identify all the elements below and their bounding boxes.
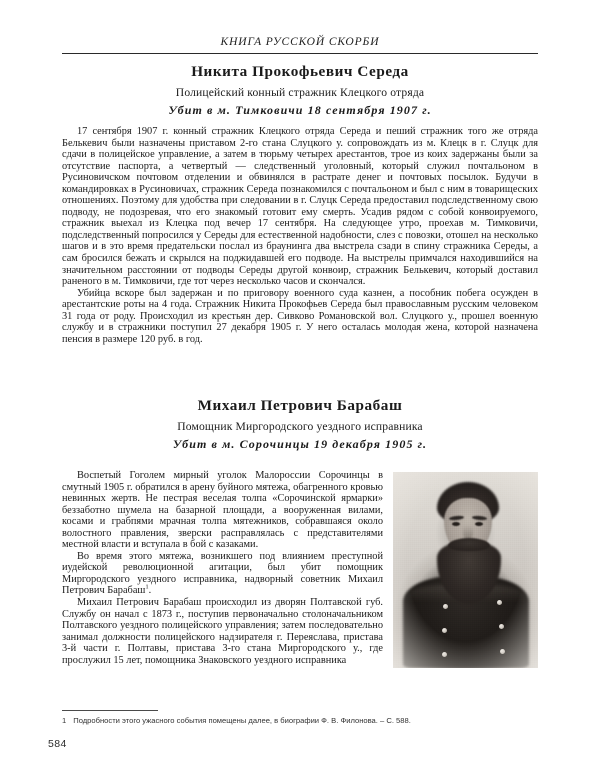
footnote — [62, 716, 538, 726]
article-killed-barabash: Убит в м. Сорочинцы 19 декабря 1905 г. — [172, 437, 428, 452]
paragraph: Воспетый Гоголем мирный уголок Малороссии Сорочинцы в смутный 1905 г. обратился в арену буйного мятежа, обагренного кровью невинных жертв. Не пестрая веселая толпа «Сорочинской ярмарки» беззаботно шумела на базарной площади, а вооруженная вилами, косами и грабпями мрачная толпа мятежников, собравшаяся около волостного правления, зверски расправлялась с представителями местной власти и вступала в бой с казаками. — [62, 470, 383, 551]
portrait-photo-frame — [393, 472, 538, 668]
paragraph: Михаил Петрович Барабаш происходил из дворян Полтавской губ. Службу он начал с 1873 г., поступив первоначально столоначальником Полтавского уездного полицейского управления; затем последовательно занимал должности полицейского надзирателя г. Переяслава, пристава 3-й части г. Полтавы, пристава 3-го стана Миргородского у., где прослужил 15 лет, помощника Знаковского уездного исправника — [62, 597, 383, 666]
footnote-reference[interactable]: 1 — [145, 584, 149, 592]
page-number: 584 — [48, 738, 67, 750]
paragraph: Убийца вскоре был задержан и по приговору военного суда казнен, а пособник побега осужден в арестантские роты на 4 года. Стражник Никита Прокофьев Середа был православным русским человеком 31 года от роду. Происходил из крестьян дер. Сивково Романовской вол. Слуцкого у., прошел военную службу и в стражники поступил 27 декабря 1905 г. У него осталась молодая жена, которой назначена пенсия в размере 120 руб. в год. — [62, 287, 538, 345]
footnote-number: 1 — [62, 716, 67, 725]
article-heading-barabash — [62, 396, 538, 452]
article-title-seryeda: Никита Прокофьевич Середа — [191, 63, 409, 80]
running-head-rule — [62, 53, 538, 54]
article-title-barabash: Михаил Петрович Барабаш — [197, 397, 403, 414]
article-body-barabash — [62, 470, 538, 671]
article-rank-seryeda: Полицейский конный стражник Клецкого отряда — [175, 86, 425, 99]
article-heading-seryeda — [62, 62, 538, 118]
running-head-area — [62, 36, 538, 54]
footnote-area — [62, 710, 538, 726]
portrait-photo-barabash — [393, 472, 538, 668]
article-rank-barabash: Помощник Миргородского уездного исправника — [177, 420, 423, 433]
footnote-text: Подробности этого ужасного события помещены далее, в биографии Ф. В. Филонова. – С. 588. — [73, 716, 411, 725]
paragraph: 17 сентября 1907 г. конный стражник Клецкого отряда Середа и пеший стражник того же отряда Белькевич были назначены приставом 2-го стана Слуцкого у. сопровождать из м. Клецк в г. Слуцк для сдачи в полицейское управление, а затем в тюрьму четырех арестантов, трое из коих задержаны были за отсутствие паспорта, а четвертый — следственный уголовный, который служил почтальоном в Русиновичском почтовом отделении и обвинялся в растрате денег и почтовых посылок. Будучи в командировках в Русиновичах, стражник Середа познакомился с почтальоном и был с ним в товарищеских отношениях. Поэтому для удобства при следовании в г. Слуцк Середа предоставил подследственному свою подводу, не подозревая, что его знакомый готовит ему смерть. Усадив рядом с собой конвоируемого, стражник выехал из Клецка под вечер 17 сентября. На следующее утро, проехав м. Тимковичи, подследственный попросился у Середы для естественной надобности, слез с повозки, отошел на несколько шагов и в это время предательски послал из браунинга два выстрела сзади в спину стражника Середы, а сам бросился бежать и скрылся на поджидавшей его подводе. На выстрелы примчался находившийся на значительном расстоянии от подводы Середы другой конвоир, стражник Белькевич, который доставил раненого в м. Тимковичи, где тот через несколько часов и скончался. — [62, 126, 538, 288]
footnote-separator-rule — [62, 710, 158, 711]
article-body-seryeda — [62, 126, 538, 345]
paragraph: Во время этого мятежа, возникшего под влиянием преступной иудейской революционной агитации, был убит помощник Миргородского уездного исправника, надворный советник Михаил Петрович Барабаш$^1$. — [62, 550, 383, 597]
photo-vignette — [393, 472, 538, 668]
paragraph-text: Во время этого мятежа, возникшего под влиянием преступной иудейской революционной агитации, был убит помощник Миргородского уездного исправника, надворный советник Михаил Петрович Барабаш — [62, 550, 383, 597]
article-killed-seryeda: Убит в м. Тимковичи 18 сентября 1907 г. — [168, 103, 432, 118]
running-head-text: КНИГА РУССКОЙ СКОРБИ — [220, 36, 380, 48]
